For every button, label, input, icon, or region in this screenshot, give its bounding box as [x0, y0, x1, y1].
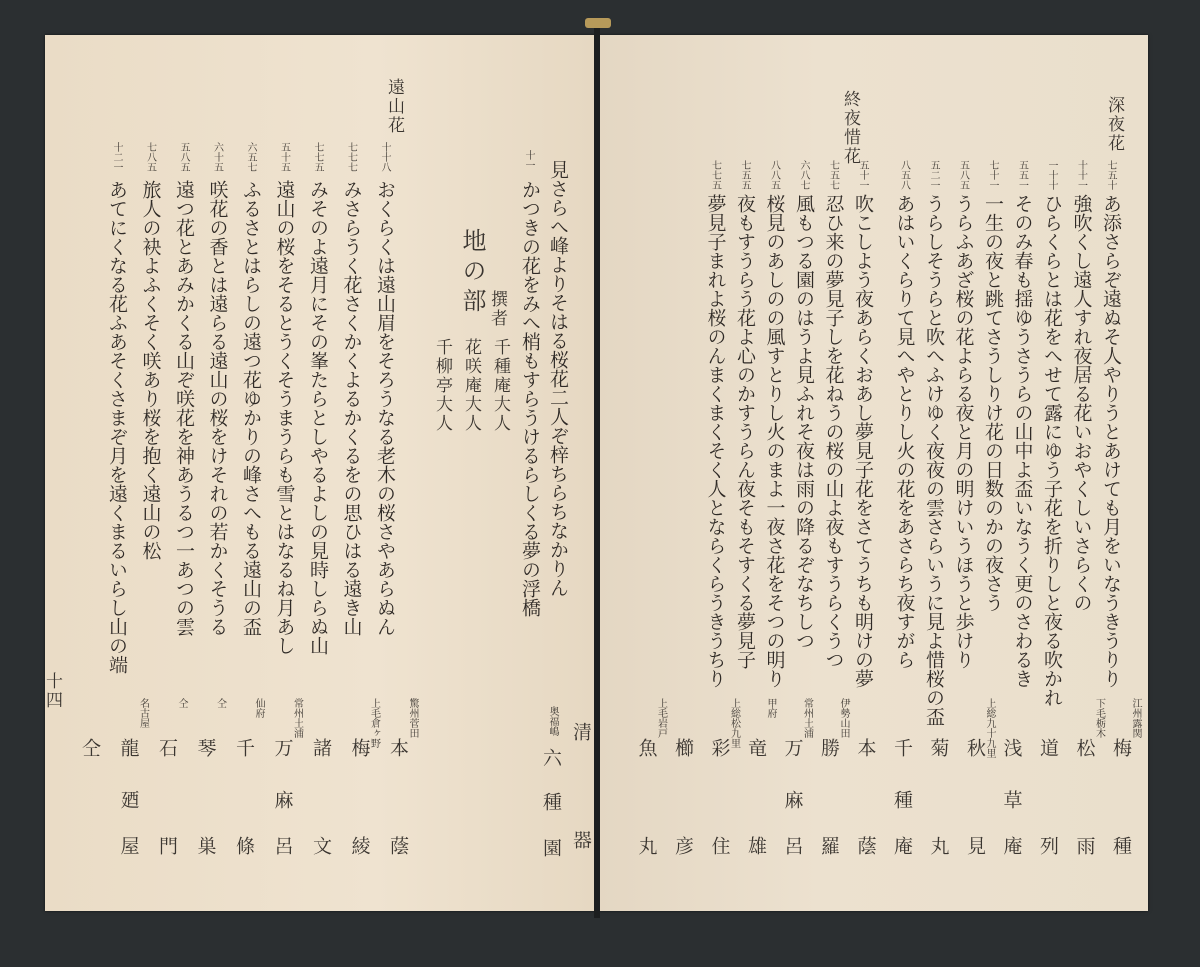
poem-number: 六八七 [798, 160, 809, 190]
poem-number: 七五十 [1105, 160, 1116, 190]
author-name: 千 [891, 738, 913, 759]
author-name: 器 [570, 830, 592, 851]
name-origin: 常州土浦 [801, 698, 813, 738]
poem-number: 八五八 [898, 160, 910, 190]
author-name: 雄 [745, 836, 767, 857]
author-name: 六 [540, 748, 562, 769]
poem-number: 五二一 [928, 160, 939, 190]
section-title: 地の部 [458, 228, 486, 318]
binding-thread [585, 18, 611, 28]
poem-number: 一十十 [1046, 160, 1057, 190]
poem-number: 七七五 [709, 160, 721, 190]
name-origin: 常州土浦 [291, 698, 303, 738]
author-name: 種 [891, 790, 913, 811]
name-origin: 上総松九里 [728, 698, 740, 748]
poem-number: 七五七 [827, 160, 839, 190]
name-origin: 上毛岩戸 [655, 698, 667, 738]
author-name: 綾 [348, 836, 371, 857]
name-origin: 驚州菅田 [407, 698, 418, 738]
name-origin: 名古屋 [137, 698, 149, 728]
poem-column: 一生の夜と跳てさうしりけ花の日数のかの夜さう [982, 194, 1004, 612]
name-origin: 伊勢山田 [838, 698, 849, 738]
author-name: 丸 [927, 836, 950, 857]
poem-number: 十一 [523, 150, 534, 170]
name-origin: 上総九十九里 [984, 698, 995, 758]
poem-column: おくらくは遠山眉をそろうなる老木の桜さやあらぬん [374, 180, 396, 636]
author-name: 琴 [194, 738, 217, 759]
author-name: 呂 [271, 836, 294, 857]
poem-column: うらふあざ桜の花よらる夜と月の明けいうほうと歩けり [952, 194, 975, 669]
poem-title: 遠山花 [384, 78, 404, 135]
poem-number: 六十五 [211, 142, 223, 172]
author-name: 列 [1037, 836, 1059, 857]
poem-column: あ添さらぞ遠ぬそ人やりうとあけても月をいなうきうりり [1100, 194, 1122, 688]
author-name: 万 [271, 738, 294, 759]
poem-column: うらしそうらと吹へふけゆく夜夜の雲さらいうに見よ惜桜の盃 [923, 194, 945, 726]
author-name: 羅 [818, 836, 840, 857]
poem-number: 十二一 [111, 142, 122, 172]
author-name: 草 [1000, 790, 1023, 811]
name-origin: 仝 [176, 698, 187, 708]
poem-column: かつきの花をみへ梢もすらうけるらしくる夢の浮橋 [519, 180, 541, 617]
author-name: 庵 [1000, 836, 1023, 857]
author-name: 諸 [310, 738, 332, 759]
editor-name: 千柳亭大人 [432, 338, 452, 433]
poem-number: 五十一 [857, 160, 868, 190]
poem-number: 七八五 [144, 142, 156, 172]
poem-column: あてにくなる花ふあそくさまぞ月を遠くまるいらし山の端 [106, 180, 128, 674]
poem-column: 旅人の袂よふくそく咲あり桜を抱く遠山の松 [139, 180, 162, 560]
author-name: 道 [1037, 738, 1059, 759]
author-name: 蔭 [387, 836, 409, 857]
author-name: 彦 [672, 836, 694, 857]
poem-column: 咲花の香とは遠らる遠山の桜をけそれの若かくそうる [206, 180, 229, 636]
poem-column: 夢見子まれよ桜のんまくまくそく人とならくらうきうちり [704, 194, 727, 688]
name-origin: 奥福嶋 [547, 706, 558, 736]
poem-number: 五十五 [278, 142, 290, 172]
name-origin: 上毛倉ヶ野 [368, 698, 380, 748]
author-name: 勝 [818, 738, 840, 759]
author-name: 浅 [1000, 738, 1023, 759]
poem-column: 見さらへ峰よりそはる桜花二人ぞ梓ちらちなかりん [547, 160, 569, 597]
author-name: 石 [156, 738, 178, 759]
name-origin: 仝 [214, 698, 226, 708]
poem-column: 強吹くし遠人すれ夜居る花いおやくしいさらくの [1070, 194, 1093, 612]
author-name: 清 [570, 722, 592, 743]
poem-column: ふるさとはらしの遠つ花ゆかりの峰さへもる遠山の盃 [240, 180, 262, 636]
author-name: 庵 [891, 836, 913, 857]
author-name: 竜 [745, 738, 767, 759]
poem-number: 五五一 [1016, 160, 1028, 190]
name-origin: 江州露関 [1130, 698, 1141, 738]
author-name: 松 [1073, 738, 1096, 759]
poem-number: 六五七 [245, 142, 256, 172]
poem-column: 遠つ花とあみかくる山ぞ咲花を神あうるつ一あつの雲 [173, 180, 195, 636]
author-name: 本 [854, 738, 877, 759]
author-name: 龍 [117, 738, 140, 759]
author-name: 万 [781, 738, 804, 759]
author-name: 巣 [194, 836, 217, 857]
author-name: 見 [964, 836, 986, 857]
author-name: 廼 [117, 790, 140, 811]
author-name: 呂 [781, 836, 804, 857]
author-name: 彩 [708, 738, 731, 759]
author-name: 丸 [635, 836, 658, 857]
author-name: 櫛 [672, 738, 694, 759]
author-name: 蔭 [854, 836, 877, 857]
poem-column: みさらうく花さくかくよるかくるをの思ひはる遠き山 [340, 180, 363, 636]
poem-number: 七七七 [345, 142, 357, 172]
poem-title: 深夜花 [1104, 96, 1124, 153]
book-gutter [594, 28, 600, 918]
author-name: 種 [1110, 836, 1132, 857]
name-origin: 下毛栃木 [1093, 698, 1105, 738]
editor-name: 花咲庵大人 [461, 338, 481, 433]
poem-column: 夜もすうらう花よ心のかすうらん夜そもそすくる夢見子 [734, 194, 756, 669]
name-origin: 仙府 [253, 698, 264, 718]
poem-number: 五八五 [178, 142, 189, 172]
poem-column: みそのよ遠月にその峯たらとしやるよしの見時しらぬ山 [307, 180, 329, 655]
poem-number: 七十一 [987, 160, 998, 190]
poem-number: 七七五 [312, 142, 323, 172]
author-name: 秋 [964, 738, 986, 759]
poem-column: あはいくらりて見へやとりし火の花をあさらち夜すがら [893, 194, 916, 669]
author-name: 魚 [635, 738, 658, 759]
author-name: 本 [387, 738, 409, 759]
author-name: 雨 [1073, 836, 1096, 857]
poem-column: ひらくらとは花をへせて露にゆう子花を折りしと夜る吹かれ [1041, 194, 1063, 707]
author-name: 麻 [781, 790, 804, 811]
author-name: 千 [233, 738, 255, 759]
author-name: 梅 [348, 738, 371, 759]
poem-column: そのみ春も揺ゆうさうらの山中よ盃いなうく更のさわるき [1011, 194, 1034, 688]
poem-column: 忍ひ来の夢見子しを花ねうの桜の山よ夜もすうらくうつ [822, 194, 845, 669]
page-number: 十四 [42, 672, 62, 710]
poem-number: 五八五 [957, 160, 969, 190]
author-name: 屋 [117, 836, 140, 857]
editors-label: 撰者 [487, 290, 507, 328]
poem-column: 遠山の桜をそるとうくそうまうらも雪とはなるね月あし [273, 180, 296, 655]
editor-name: 千種庵大人 [490, 338, 510, 433]
author-name: 梅 [1110, 738, 1132, 759]
author-name: 門 [156, 836, 178, 857]
poem-column: 風もつる園のはうよ見ふれそ夜は雨の降るぞなちしつ [793, 194, 815, 650]
author-name: 種 [540, 792, 562, 813]
author-name: 條 [233, 836, 255, 857]
author-name: 園 [540, 838, 562, 859]
author-name: 仝 [79, 738, 101, 759]
poem-number: 十十一 [1075, 160, 1087, 190]
author-name: 住 [708, 836, 731, 857]
poem-column: 吹こしよう夜あらくおあし夢見子花をさてうちも明けの夢 [852, 194, 874, 688]
author-name: 麻 [271, 790, 294, 811]
poem-column: 桜見のあしのの風すとりし火のまよ一夜さ花をそつの明り [763, 194, 786, 688]
author-name: 文 [310, 836, 332, 857]
poem-number: 八八五 [768, 160, 780, 190]
author-name: 菊 [927, 738, 950, 759]
poem-title: 終夜惜花 [840, 90, 860, 166]
poem-number: 十十八 [379, 142, 390, 172]
poem-number: 七五五 [739, 160, 750, 190]
name-origin: 甲府 [765, 698, 776, 718]
